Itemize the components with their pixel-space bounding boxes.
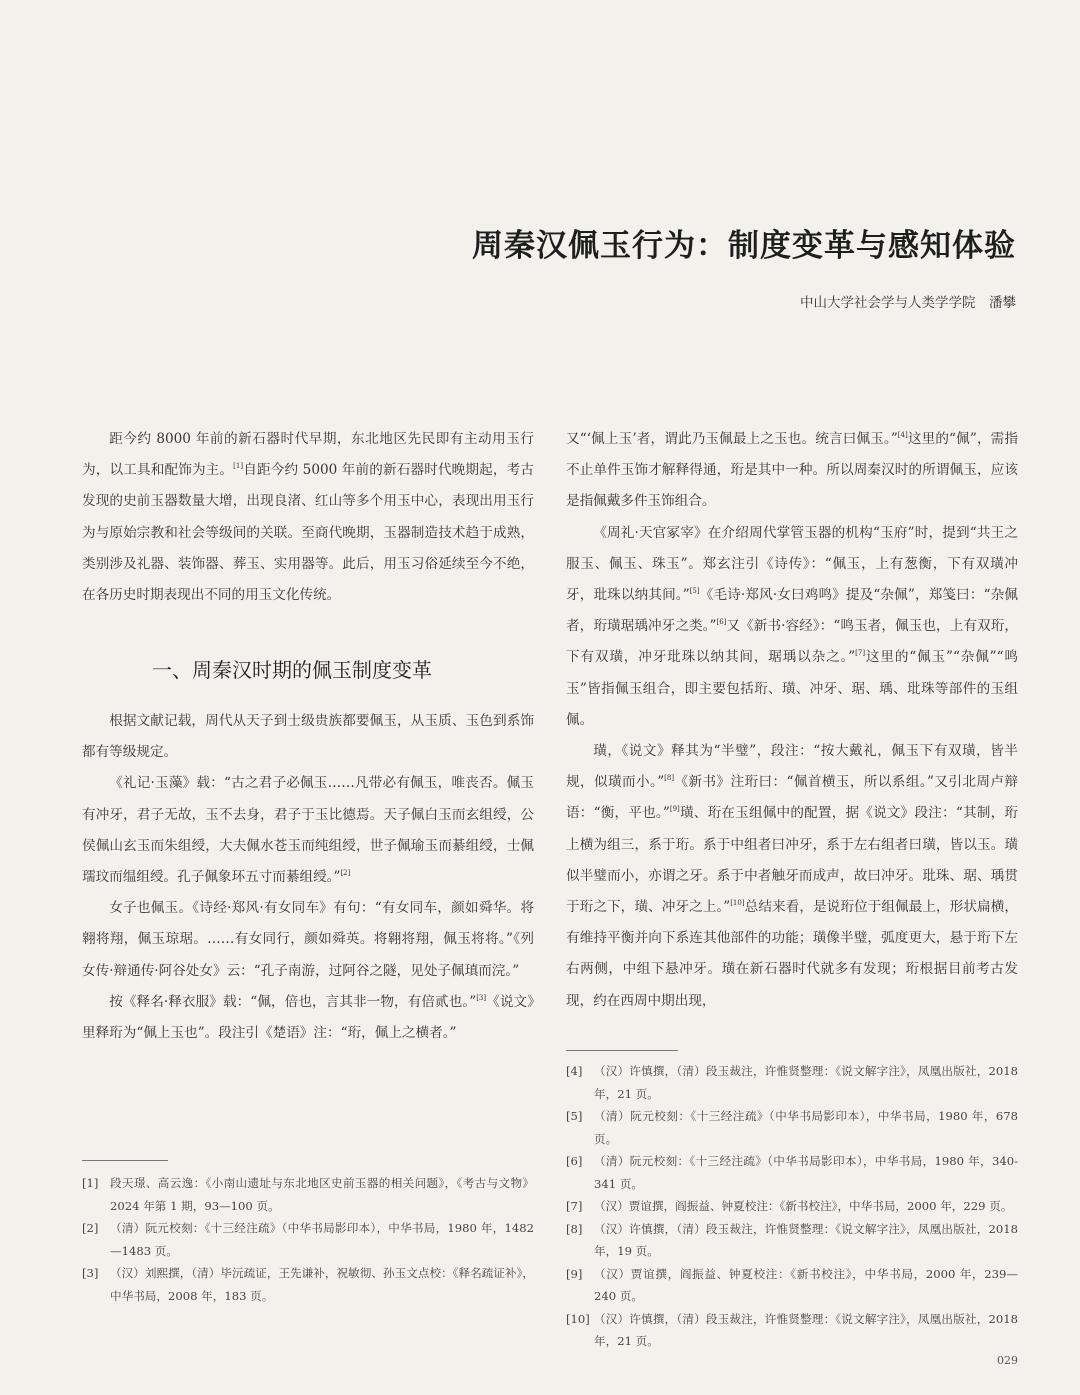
paragraph: 按《释名·释衣服》载：“佩，倍也，言其非一物，有倍贰也。”[3]《说文》里释珩为“佩上玉也”。段注引《楚语》注：“珩，佩上之横者。” xyxy=(82,993,535,1042)
section-heading: 一、周秦汉时期的佩玉制度变革 xyxy=(152,658,432,682)
footnote: [7] （汉）贾谊撰，阎振益、钟夏校注：《新书校注》，中华书局，2000 年，229 页。 xyxy=(566,1199,1013,1213)
footnote: [1] 段天璟、高云逸：《小南山遗址与东北地区史前玉器的相关问题》，《考古与文物》2024 年第 1 期，93—100 页。 xyxy=(82,1176,534,1213)
paragraph: 根据文献记载，周代从天子到士级贵族都要佩玉，从玉质、玉色到系饰都有等级规定。 xyxy=(82,713,534,761)
footnote-ref[interactable]: [4] xyxy=(897,431,908,439)
section-text-left xyxy=(82,706,534,1049)
footnote: [4] （汉）许慎撰，（清）段玉裁注，许惟贤整理：《说文解字注》，凤凰出版社，2018 年，21 页。 xyxy=(566,1064,1018,1101)
footnote-ref[interactable]: [6] xyxy=(716,618,727,627)
footnote: [3] （汉）刘熙撰，（清）毕沅疏证，王先谦补，祝敏彻、孙玉文点校：《释名疏证补》，中华书局，2008 年，183 页。 xyxy=(82,1266,534,1303)
paragraph: 《礼记·玉藻》载：“古之君子必佩玉……凡带必有佩玉，唯丧否。佩玉有冲牙，君子无故，玉不去身，君子于玉比德焉。天子佩白玉而玄组绶，公侯佩山玄玉而朱组绶，大夫佩水苍玉而纯组绶，世子佩瑜玉而綦组绶，士佩瓀玟而缊组绶。孔子佩象环五寸而綦组绶。”[2] xyxy=(82,775,534,886)
author-line: 中山大学社会学与人类学学院 潘攀 xyxy=(800,295,1016,311)
paragraph: 又“‘佩上玉’者，谓此乃玉佩最上之玉也。统言曰佩玉。”[4]这里的“佩”，需指不止单件玉饰才解释得通，珩是其中一种。所以周秦汉时的所谓佩玉，应该是指佩戴多件玉饰组合。 xyxy=(566,431,1018,510)
footnote: [2] （清）阮元校刻：《十三经注疏》（中华书局影印本），中华书局，1980 年，1482—1483 页。 xyxy=(82,1221,534,1258)
footnote-ref[interactable]: [2] xyxy=(340,869,351,878)
footnote-divider xyxy=(566,1050,678,1051)
footnote: [6] （清）阮元校刻：《十三经注疏》（中华书局影印本），中华书局，1980 年，340-341 页。 xyxy=(566,1154,1018,1191)
paragraph: 《周礼·天官冢宰》在介绍周代掌管玉器的机构“玉府”时，提到“共王之服玉、佩玉、珠玉”。郑玄注引《诗传》：“佩玉，上有葱衡，下有双璜冲牙，玭珠以纳其间。”[5]《毛诗·郑风·女曰鸡鸣》提及“杂佩”，郑笺曰：“杂佩者，珩璜琚瑀冲牙之类。”[6]又《新书·容经》：“鸣玉者，佩玉也，上有双珩，下有双璜，冲牙玭珠以纳其间，琚瑀以杂之。”[7]这里的“佩玉”“杂佩”“鸣玉”皆指佩玉组合，即主要包括珩、璜、冲牙、琚、瑀、玭珠等部件的玉组佩。 xyxy=(566,524,1018,728)
page-number: 029 xyxy=(997,1354,1018,1367)
paragraph: 距今约 8000 年前的新石器时代早期，东北地区先民即有主动用玉行为，以工具和配饰为主。[1]自距今约 5000 年前的新石器时代晚期起，考古发现的史前玉器数量大增，出现良渚、红山等多个用玉中心，表现出用玉行为与原始宗教和社会等级间的关联。至商代晚期，玉器制造技术趋于成熟，类别涉及礼器、装饰器、葬玉、实用器等。此后，用玉习俗延续至今不绝，在各历史时期表现出不同的用玉文化传统。 xyxy=(82,431,534,604)
footnotes-right xyxy=(566,1060,1018,1353)
footnote: [5] （清）阮元校刻：《十三经注疏》（中华书局影印本），中华书局，1980 年，678 页。 xyxy=(566,1109,1018,1146)
footnote-ref[interactable]: [1] xyxy=(233,462,244,471)
footnote: [9] （汉）贾谊撰，阎振益、钟夏校注：《新书校注》，中华书局，2000 年，239—240 页。 xyxy=(566,1266,1018,1303)
intro-text xyxy=(82,424,534,611)
footnote: [8] （汉）许慎撰，（清）段玉裁注，许惟贤整理：《说文解字注》，凤凰出版社，2018 年，19 页。 xyxy=(566,1221,1018,1258)
footnotes-left xyxy=(82,1172,534,1307)
section-text-right xyxy=(566,424,1018,1017)
footnote-ref[interactable]: [8] xyxy=(664,774,675,783)
footnote-ref[interactable]: [5] xyxy=(689,587,700,596)
footnote-ref[interactable]: [7] xyxy=(855,649,866,658)
paragraph: 女子也佩玉。《诗经·郑风·有女同车》有句：“有女同车，颜如舜华。将翱将翔，佩玉琼琚。……有女同行，颜如舜英。将翱将翔，佩玉将将。”《列女传·辩通传·阿谷处女》云：“孔子南游，过阿谷之隧，见处子佩瑱而浣。” xyxy=(82,900,534,979)
footnote-ref[interactable]: [3] xyxy=(476,993,487,1002)
article-title: 周秦汉佩玉行为：制度变革与感知体验 xyxy=(472,228,1016,264)
footnote-ref[interactable]: [10] xyxy=(730,899,745,908)
footnote: [10] （汉）许慎撰，（清）段玉裁注，许惟贤整理：《说文解字注》，凤凰出版社，2018 年，21 页。 xyxy=(566,1311,1018,1348)
footnote-ref[interactable]: [9] xyxy=(669,805,680,814)
footnote-divider xyxy=(82,1160,168,1161)
paragraph: 璜，《说文》释其为“半璧”，段注：“按大戴礼，佩玉下有双璜，皆半规，似璜而小。”[8]《新书》注珩曰：“佩首横玉，所以系组。”又引北周卢辩语：“衡，平也。”[9]璜、珩在玉组佩中的配置，据《说文》段注：“其制，珩上横为组三，系于珩。系于中组者曰冲牙，系于左右组者曰璜，皆以玉。璜似半璧而小，亦谓之牙。系于中者触牙而成声，故曰冲牙。玭珠、琚、瑀贯于珩之下，璜、冲牙之上。”[10]总结来看，是说珩位于组佩最上，形状扁横，有维持平衡并向下系连其他部件的功能；璜像半璧，弧度更大，悬于珩下左右两侧，中组下悬冲牙。璜在新石器时代就多有发现；珩根据目前考古发现，约在西周中期出现， xyxy=(566,743,1018,1009)
